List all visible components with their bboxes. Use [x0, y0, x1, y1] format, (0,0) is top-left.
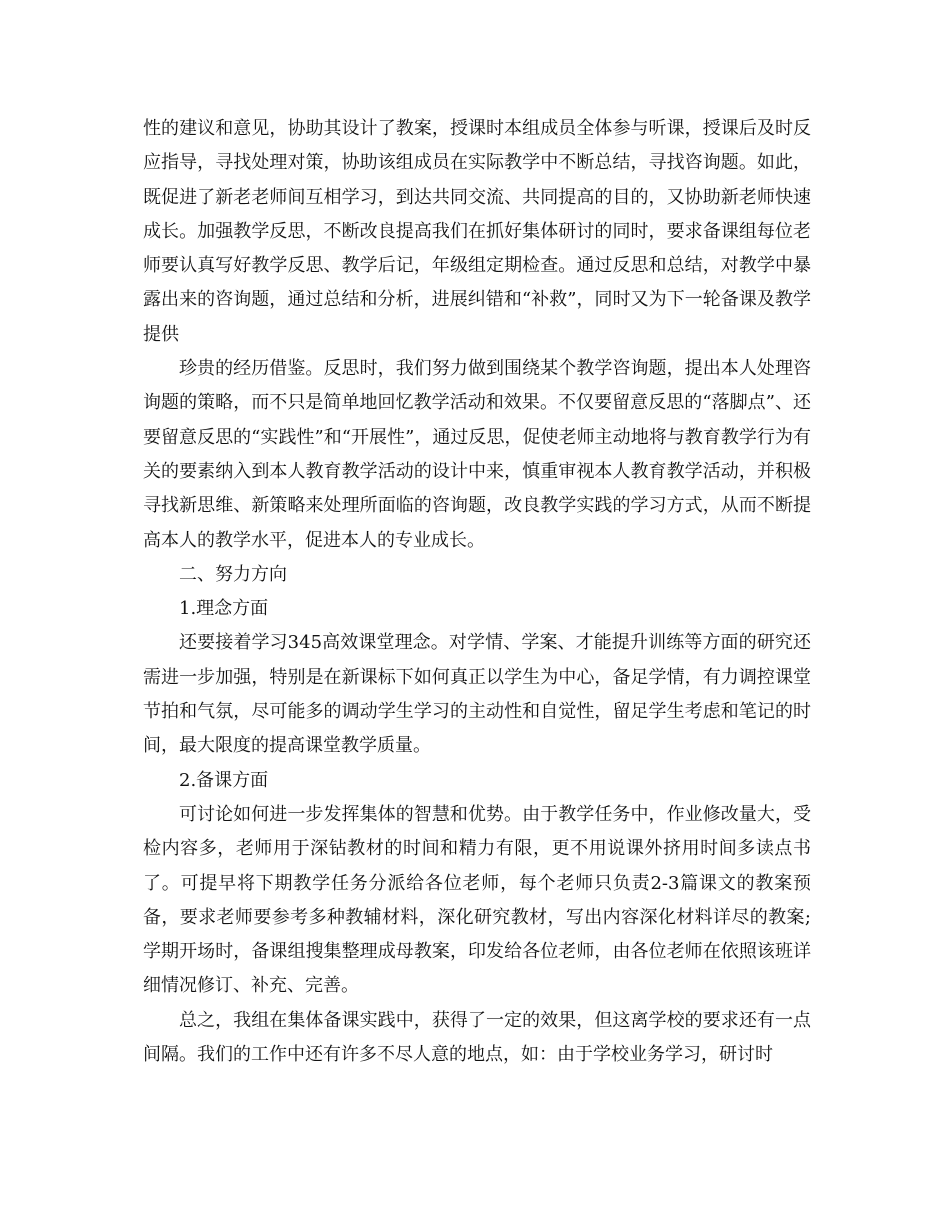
- paragraph-concept: 还要接着学习345高效课堂理念。对学情、学案、才能提升训练等方面的研究还需进一步加强，特别是在新课标下如何真正以学生为中心，备足学情，有力调控课堂节拍和气氛，尽可能多的调动学生学习的主动性和自觉性，留足学生考虑和笔记的时间，最大限度的提高课堂教学质量。: [143, 632, 811, 757]
- document-page: [143, 112, 811, 1072]
- subheading-concept: 1.理念方面: [179, 598, 269, 620]
- section-heading-direction: 二、努力方向: [179, 563, 287, 585]
- paragraph-summary: 总之，我组在集体备课实践中，获得了一定的效果，但这离学校的要求还有一点间隔。我们的工作中还有许多不尽人意的地点，如：由于学校业务学习，研讨时: [143, 1009, 811, 1066]
- paragraph-reflection: 珍贵的经历借鉴。反思时，我们努力做到围绕某个教学咨询题，提出本人处理咨询题的策略，而不只是简单地回忆教学活动和效果。不仅要留意反思的“落脚点”、还要留意反思的“实践性”和“开展性”，通过反思，促使老师主动地将与教育教学行为有关的要素纳入到本人教育教学活动的设计中来，慎重审视本人教育教学活动，并积极寻找新思维、新策略来处理所面临的咨询题，改良教学实践的学习方式，从而不断提高本人的教学水平，促进本人的专业成长。: [143, 358, 811, 551]
- paragraph-lesson-prep: 可讨论如何进一步发挥集体的智慧和优势。由于教学任务中，作业修改量大，受检内容多，老师用于深钻教材的时间和精力有限，更不用说课外挤用时间多读点书了。可提早将下期教学任务分派给各位老师，每个老师只负责2-3篇课文的教案预备，要求老师要参考多种教辅材料，深化研究教材，写出内容深化材料详尽的教案;学期开场时，备课组搜集整理成母教案，印发给各位老师，由各位老师在依照该班详细情况修订、补充、完善。: [143, 803, 811, 997]
- paragraph-continuation: 性的建议和意见，协助其设计了教案，授课时本组成员全体参与听课，授课后及时反应指导，寻找处理对策，协助该组成员在实际教学中不断总结，寻找咨询题。如此，既促进了新老老师间互相学习，到达共同交流、共同提高的目的，又协助新老师快速成长。加强教学反思，不断改良提高我们在抓好集体研讨的同时，要求备课组每位老师要认真写好教学反思、教学后记，年级组定期检查。通过反思和总结，对教学中暴露出来的咨询题，通过总结和分析，进展纠错和“补救”，同时又为下一轮备课及教学提供: [143, 118, 811, 345]
- subheading-lesson-prep: 2.备课方面: [179, 769, 269, 791]
